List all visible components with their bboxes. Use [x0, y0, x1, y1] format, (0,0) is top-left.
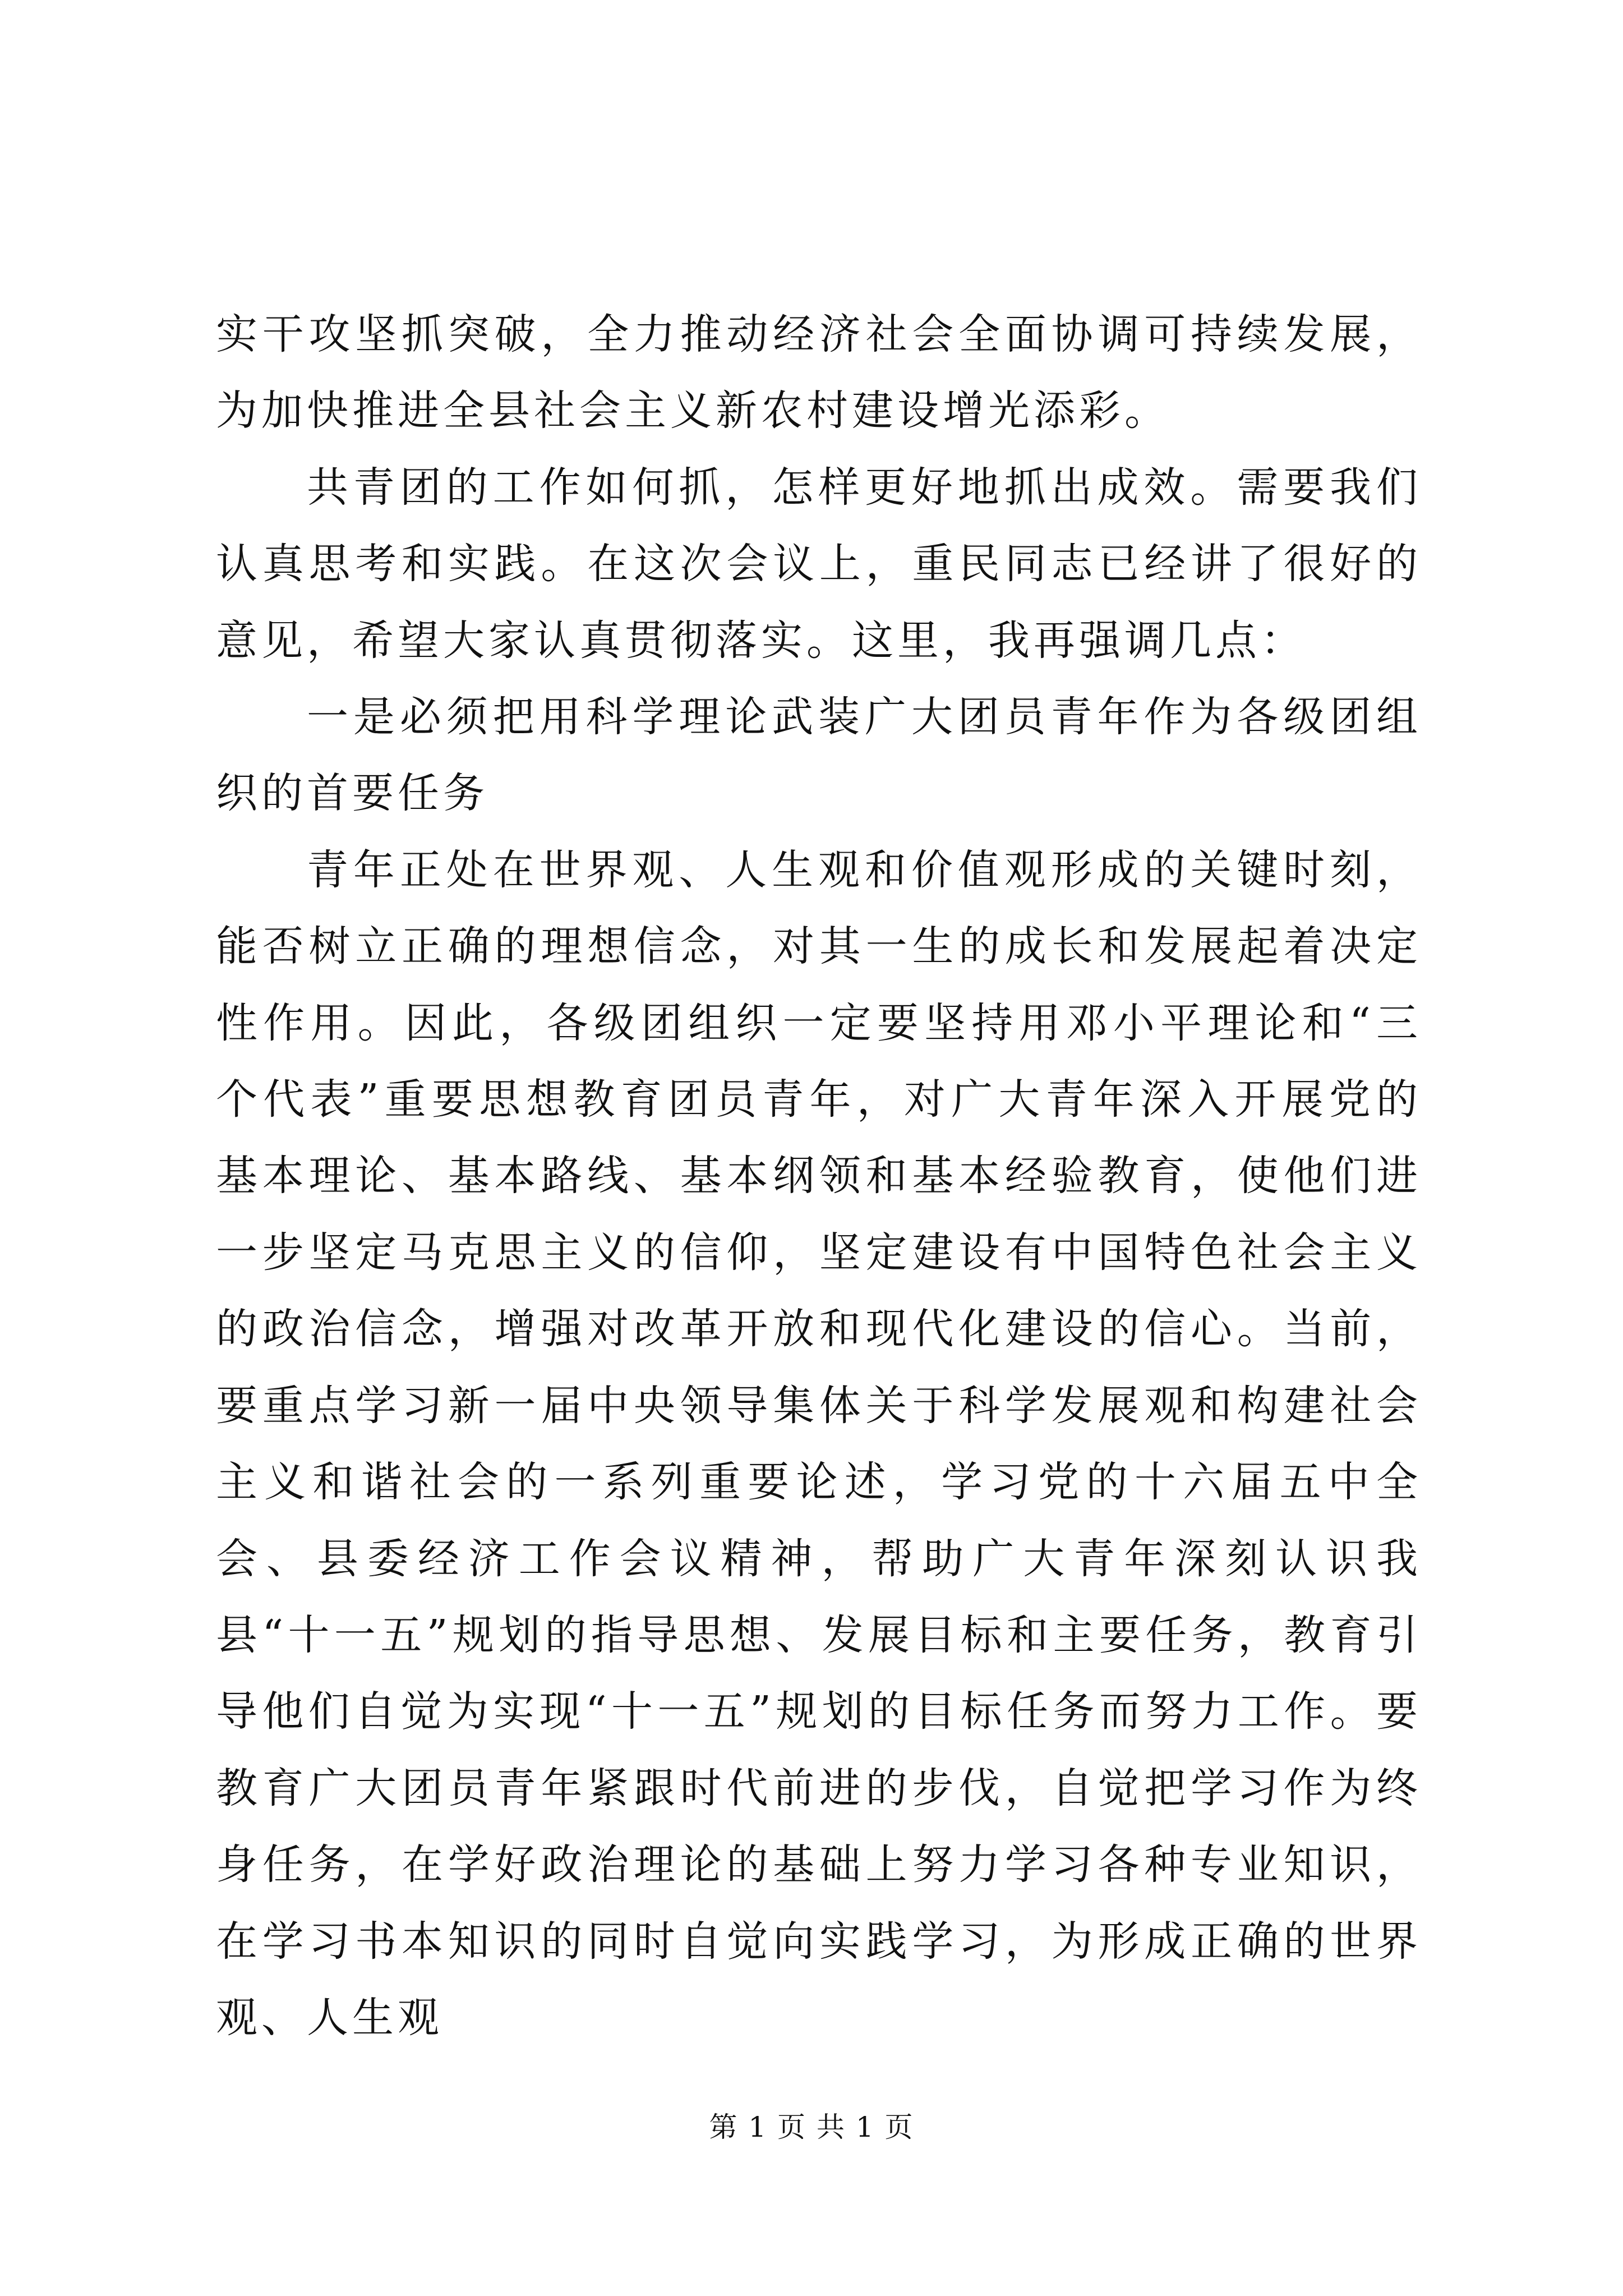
paragraph-youth-league-work: 共青团的工作如何抓，怎样更好地抓出成效。需要我们认真思考和实践。在这次会议上，重民同志已经讲了很好的意见，希望大家认真贯彻落实。这里，我再强调几点：	[216, 463, 1422, 665]
page-number-footer: 第 1 页 共 1 页	[709, 2111, 914, 2143]
document-body	[216, 296, 1422, 2056]
section-heading-first-point: 一是必须把用科学理论武装广大团员青年作为各级团组织的首要任务	[216, 693, 1422, 818]
paragraph-intro: 实干攻坚抓突破，全力推动经济社会全面协调可持续发展，为加快推进全县社会主义新农村建设增光添彩。	[216, 310, 1422, 435]
paragraph-youth-ideals: 青年正处在世界观、人生观和价值观形成的关键时刻，能否树立正确的理想信念，对其一生的成长和发展起着决定性作用。因此，各级团组织一定要坚持用邓小平理论和“三个代表”重要思想教育团员青年，对广大青年深入开展党的基本理论、基本路线、基本纲领和基本经验教育，使他们进一步坚定马克思主义的信仰，坚定建设有中国特色社会主义的政治信念，增强对改革开放和现代化建设的信心。当前，要重点学习新一届中央领导集体关于科学发展观和构建社会主义和谐社会的一系列重要论述，学习党的十六届五中全会、县委经济工作会议精神，帮助广大青年深刻认识我县“十一五”规划的指导思想、发展目标和主要任务，教育引导他们自觉为实现“十一五”规划的目标任务而努力工作。要教育广大团员青年紧跟时代前进的步伐，自觉把学习作为终身任务，在学好政治理论的基础上努力学习各种专业知识，在学习书本知识的同时自觉向实践学习，为形成正确的世界观、人生观	[216, 845, 1422, 2042]
